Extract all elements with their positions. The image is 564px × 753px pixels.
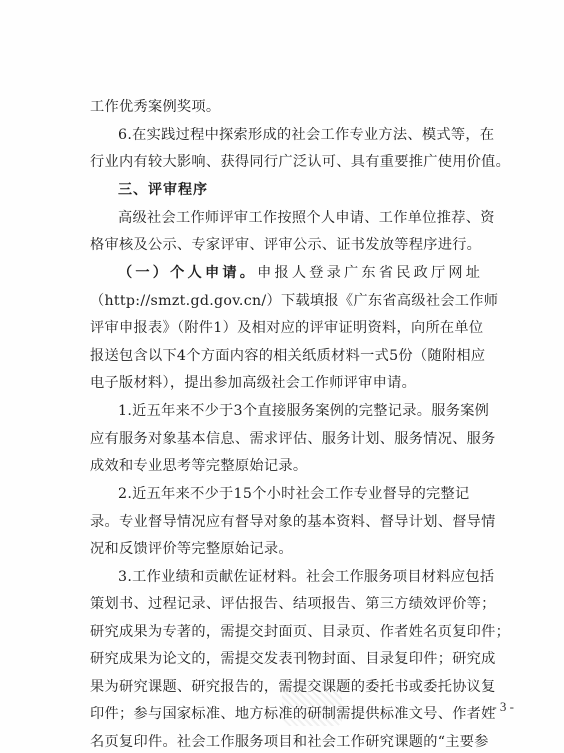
text-line: 录。专业督导情况应有督导对象的基本资料、督导计划、督导情	[90, 514, 496, 530]
text-line: 应有服务对象基本信息、需求评估、服务计划、服务情况、服务	[90, 431, 496, 447]
page-number: - 3 -	[492, 699, 514, 714]
subsection-line	[118, 262, 502, 284]
text-line: 1.近五年来不少于3个直接服务案例的完整记录。服务案例	[118, 403, 490, 419]
text-line: 高级社会工作师评审工作按照个人申请、工作单位推荐、资	[118, 210, 495, 226]
text-line: 果为研究课题、研究报告的，需提交课题的委托书或委托协议复	[90, 679, 496, 695]
faint-stamp-mark	[282, 686, 342, 726]
text-line: 评审申报表》（附件1）及相对应的评审证明资料，向所在单位	[90, 320, 484, 336]
subsection-heading: （一）个人申请。	[118, 265, 258, 281]
text-line: 策划书、过程记录、评估报告、结项报告、第三方绩效评价等；	[90, 596, 496, 612]
text-line: 3.工作业绩和贡献佐证材料。社会工作服务项目材料应包括	[118, 569, 495, 585]
text-line: 2.近五年来不少于15个小时社会工作专业督导的完整记	[118, 486, 470, 502]
text-line: 研究成果为专著的，需提交封面页、目录页、作者姓名页复印件；	[90, 624, 511, 640]
text-line: 电子版材料），提出参加高级社会工作师评审申请。	[90, 375, 417, 391]
text-line: 印件；参与国家标准、地方标准的研制需提供标准文号、作者姓	[90, 706, 496, 722]
text-line: 成效和专业思考等完整原始记录。	[90, 458, 308, 474]
text-line: （http://smzt.gd.gov.cn/）下载填报《广东省高级社会工作师	[90, 293, 499, 309]
text-line: 况和反馈评价等完整原始记录。	[90, 541, 293, 557]
text-span: 申报人登录广东省民政厅网址	[257, 265, 484, 281]
text-line: 名页复印件。社会工作服务项目和社会工作研究课题的“主要参	[90, 734, 489, 750]
text-line: 研究成果为论文的，需提交发表刊物封面、目录复印件；研究成	[90, 651, 496, 667]
text-line: 工作优秀案例奖项。	[90, 99, 221, 115]
text-line: 6.在实践过程中探索形成的社会工作专业方法、模式等，在	[118, 127, 495, 143]
section-heading: 三、评审程序	[118, 182, 208, 198]
text-line: 报送包含以下4个方面内容的相关纸质材料一式5份（随附相应	[90, 348, 486, 364]
text-line: 格审核及公示、专家评审、评审公示、证书发放等程序进行。	[90, 237, 482, 253]
text-line: 行业内有较大影响、获得同行广泛认可、具有重要推广使用价值。	[90, 154, 511, 170]
